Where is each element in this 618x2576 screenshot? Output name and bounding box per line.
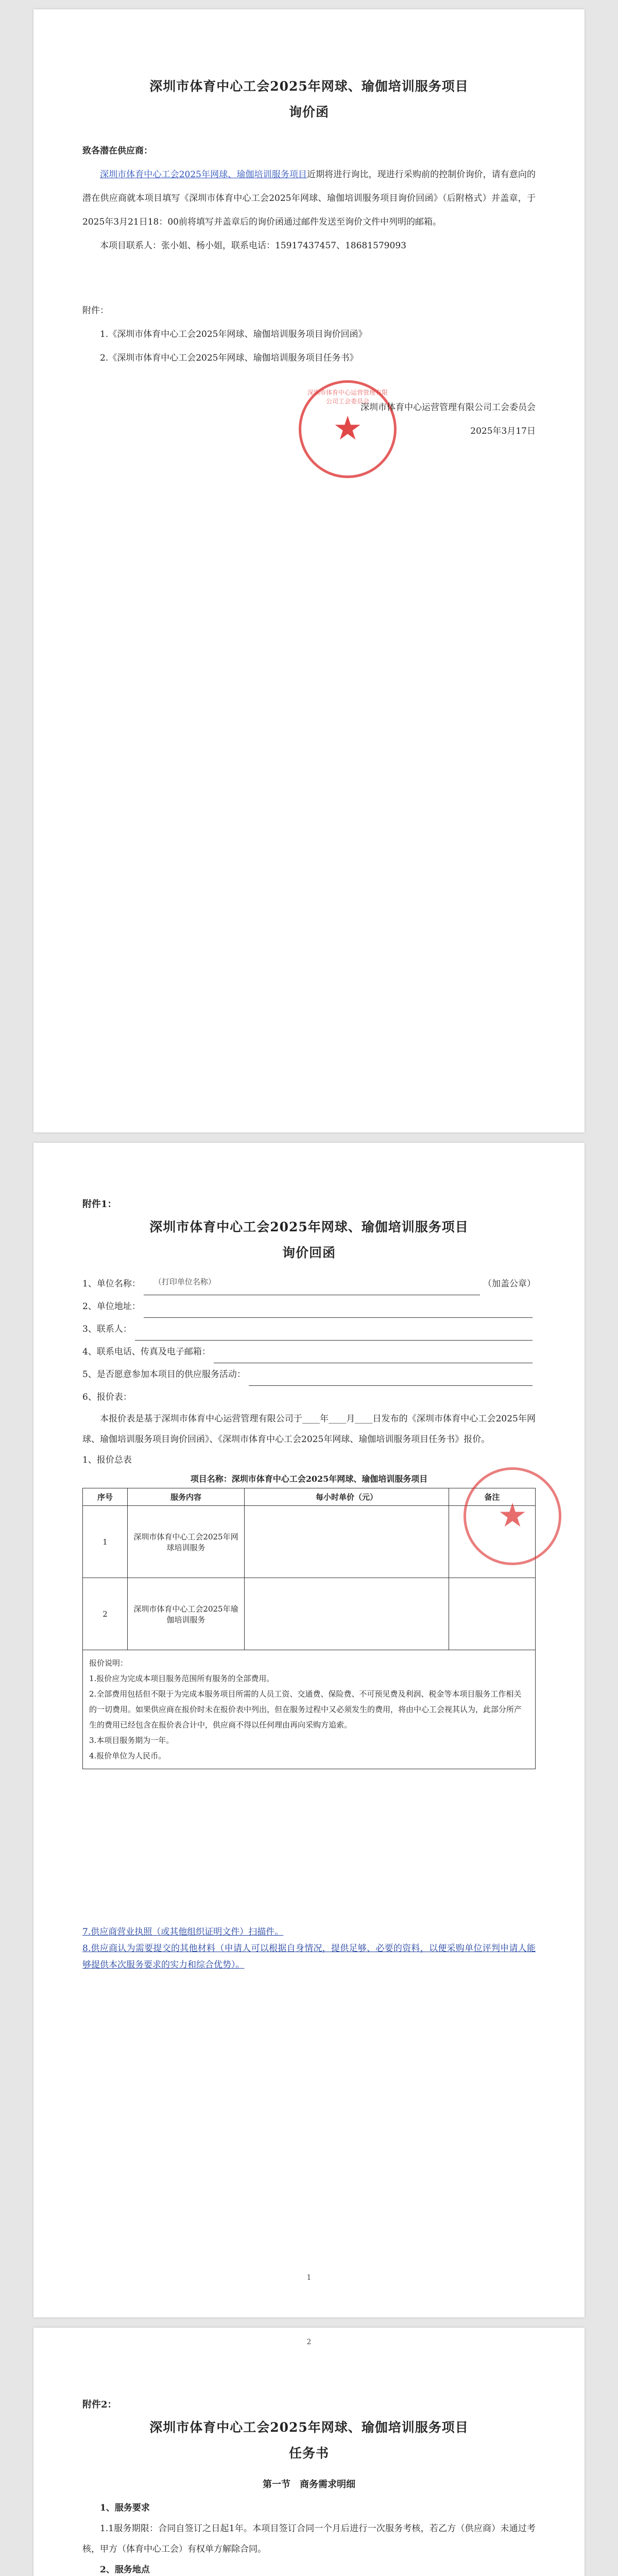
document-page-1 <box>33 9 585 1132</box>
section1-item-3: 2、服务地点 <box>100 2565 150 2575</box>
attachment1-heading: 附件1： <box>82 1199 117 1210</box>
page-number-1: 1 <box>306 2274 312 2282</box>
row1-no: 1 <box>83 1506 128 1578</box>
willing-input-line <box>249 1371 533 1386</box>
section1-title: 第一节 商务需求明细 <box>263 2479 355 2490</box>
item-8-other-materials: 8.供应商认为需要提交的其他材料（申请人可以根据自身情况，提供足够、必要的资料，以便采购单位评判申请人能够提供本次服务要求的实力和综合优势）。 <box>82 1943 536 1970</box>
quote-summary-label: 1、报价总表 <box>82 1455 132 1465</box>
th-content: 服务内容 <box>128 1488 245 1506</box>
page2-seal <box>464 1467 561 1565</box>
th-no: 序号 <box>83 1488 128 1506</box>
page1-title-line1: 深圳市体育中心工会2025年网球、瑜伽培训服务项目 <box>149 79 469 94</box>
field-quote-label: 6、报价表： <box>82 1392 132 1402</box>
field-willing <box>82 1363 536 1386</box>
row2-price[interactable] <box>245 1578 449 1650</box>
field-contact-label: 3、联系人： <box>82 1324 132 1334</box>
row2-no: 2 <box>83 1578 128 1650</box>
note-2: 2.全部费用包括但不限于为完成本服务项目所需的人员工资、交通费、保险费、不可预见费及利润、税金等本项目服务工作相关的一切费用。如果供应商在报价时未在报价表中列出，但在服务过程中又必须发生的费用，将由中心工会视其认为，此部分所产生的费用已经包含在报价表合计中，供应商不得以任何理由再向采购方追索。 <box>89 1689 522 1730</box>
contact-paragraph: 本项目联系人：张小姐、杨小姐，联系电话：15917437457、18681579093 <box>100 241 406 251</box>
contact-input-line <box>135 1326 533 1341</box>
page1-title-line2: 询价函 <box>288 105 329 120</box>
note-4: 4.报价单位为人民币。 <box>89 1751 166 1760</box>
row1-price[interactable] <box>245 1506 449 1578</box>
quote-statement: 本报价表是基于深圳市体育中心运营管理有限公司于____年____月____日发布的《深圳市体育中心工会2025年网球、瑜伽培训服务项目询价回函》、《深圳市体育中心工会2025年网球、瑜伽培训服务项目任务书》报价。 <box>82 1414 536 1445</box>
signing-date: 2025年3月17日 <box>470 426 536 436</box>
field-willing-label: 5、是否愿意参加本项目的供应服务活动： <box>82 1369 246 1380</box>
greeting: 致各潜在供应商： <box>82 146 152 156</box>
table-row <box>83 1578 536 1650</box>
phone-input-line <box>214 1348 533 1363</box>
intro-paragraph <box>82 163 536 234</box>
page3-title-line2: 任务书 <box>288 2446 329 2461</box>
note-1: 1.报价应为完成本项目服务范围所有服务的全部费用。 <box>89 1674 274 1683</box>
attachment2-heading: 附件2： <box>82 2399 117 2410</box>
row2-content: 深圳市体育中心工会2025年瑜伽培训服务 <box>128 1578 245 1650</box>
seal-ring-text: 深圳市体育中心运营管理有限公司工会委员会 <box>307 389 388 405</box>
attachments-label: 附件： <box>82 306 109 316</box>
page2-title-line1: 深圳市体育中心工会2025年网球、瑜伽培训服务项目 <box>149 1219 469 1234</box>
th-price: 每小时单价（元） <box>245 1488 449 1506</box>
table-caption: 项目名称：深圳市体育中心工会2025年网球、瑜伽培训服务项目 <box>190 1474 428 1484</box>
field-phone-fax-email <box>82 1341 536 1363</box>
field-quote <box>82 1386 536 1409</box>
intro-project-name: 深圳市体育中心工会2025年网球、瑜伽培训服务项目 <box>100 170 307 180</box>
company-seal-note: （加盖公章） <box>483 1279 536 1289</box>
quote-notes <box>82 1650 536 1769</box>
intro-paragraph-rest: 近期将进行询比，现进行采购前的控制价询价，请有意向的潜在供应商就本项目填写《深圳市体育中心工会2025年网球、瑜伽培训服务项目询价回函》（后附格式）并盖章，于2025年3月21日18：00前将填写并盖章后的询价函通过邮件发送至询价文件中列明的邮箱。 <box>82 170 536 227</box>
th-note: 备注 <box>449 1488 536 1506</box>
section1-item-2: 1.1服务期限：合同自签订之日起1年。本项目签订合同一个月后进行一次服务考核，若乙方（供应商）未通过考核，甲方（体育中心工会）有权单方解除合同。 <box>82 2523 536 2554</box>
field-address-label: 2、单位地址： <box>82 1301 141 1312</box>
page2-seal-star-icon: ★ <box>497 1497 527 1535</box>
field-contact-person <box>82 1318 536 1341</box>
company-name-hint: （打印单位名称） <box>153 1277 216 1286</box>
page3-title-line1: 深圳市体育中心工会2025年网球、瑜伽培训服务项目 <box>149 2420 469 2435</box>
section1-item-1: 1、服务要求 <box>100 2503 150 2513</box>
row1-content: 深圳市体育中心工会2025年网球培训服务 <box>128 1506 245 1578</box>
address-input-line <box>144 1303 533 1318</box>
item-7-business-license: 7.供应商营业执照（或其他组织证明文件）扫描件。 <box>82 1927 284 1937</box>
attachment-1: 1.《深圳市体育中心工会2025年网球、瑜伽培训服务项目询价回函》 <box>100 329 367 340</box>
signing-organization: 深圳市体育中心运营管理有限公司工会委员会 <box>360 402 536 413</box>
row2-note[interactable] <box>449 1578 536 1650</box>
company-name-input-line <box>144 1277 480 1295</box>
page-number-2: 2 <box>306 2338 312 2346</box>
page2-title-line2: 询价回函 <box>282 1245 336 1260</box>
field-phone-label: 4、联系电话、传真及电子邮箱： <box>82 1347 211 1357</box>
field-company-name-label: 1、单位名称： <box>82 1279 141 1289</box>
seal-star-icon: ★ <box>333 410 363 448</box>
attachment-2: 2.《深圳市体育中心工会2025年网球、瑜伽培训服务项目任务书》 <box>100 353 358 363</box>
document-page-2 <box>33 1143 585 2317</box>
note-3: 3.本项目服务期为一年。 <box>89 1736 174 1745</box>
notes-title: 报价说明： <box>89 1658 128 1668</box>
field-company-address <box>82 1295 536 1318</box>
document-page-3 <box>33 2328 585 2576</box>
section1-items <box>82 2498 536 2576</box>
field-company-name <box>82 1273 536 1295</box>
